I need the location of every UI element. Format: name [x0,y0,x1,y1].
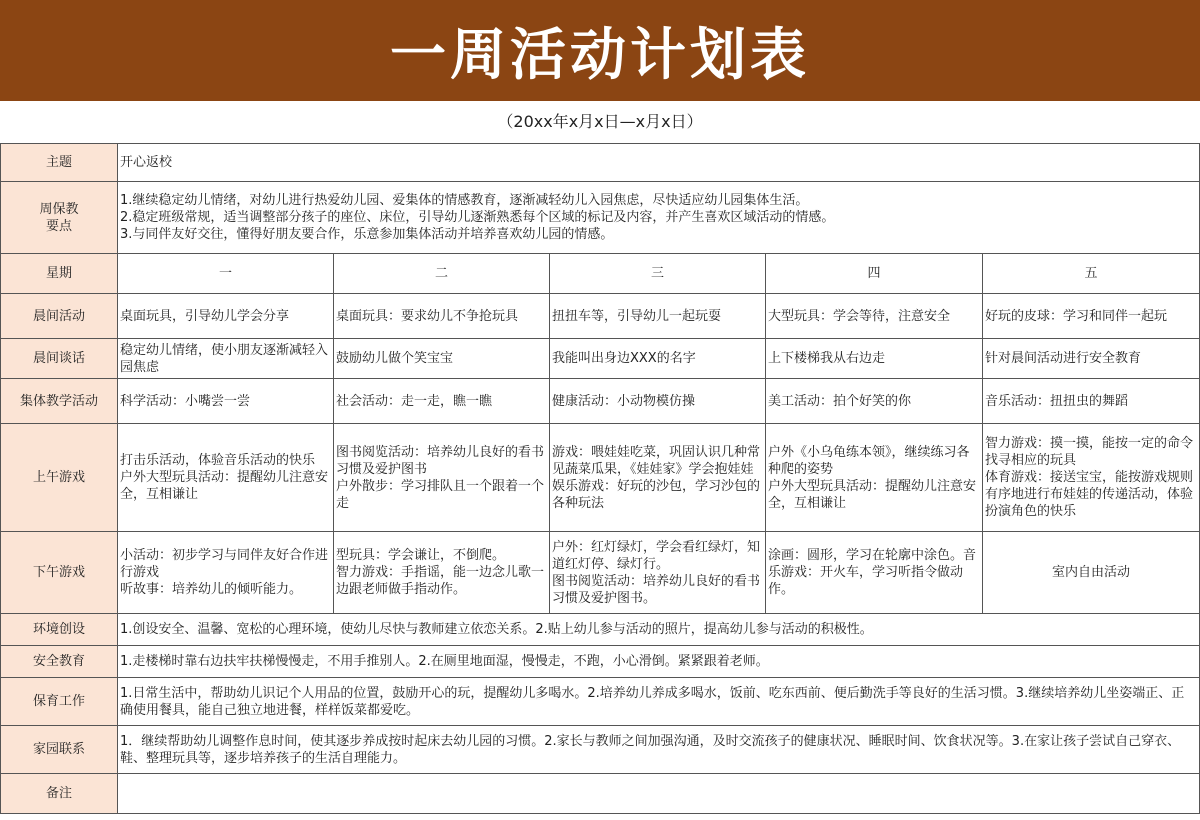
schedule-cell [983,424,1200,532]
schedule-cell [550,424,766,532]
afternoon-games-row [1,532,1200,614]
schedule-cell: 桌面玩具：要求幼儿不争抢玩具 [334,294,550,339]
family-label: 家园联系 [1,726,118,774]
group-teaching-label: 集体教学活动 [1,379,118,424]
key-points-label-line: 要点 [45,218,72,234]
key-point: 2.稳定班级常规，适当调整部分孩子的座位、床位，引导幼儿逐渐熟悉每个区域的标记及内容，并产生喜欢区域活动的情感。 [120,210,835,225]
schedule-cell: 上下楼梯我从右边走 [766,339,983,379]
schedule-cell [118,424,334,532]
weekday-fri: 五 [983,254,1200,294]
environment-label: 环境创设 [1,614,118,646]
safety-label: 安全教育 [1,646,118,678]
weekday-mon: 一 [118,254,334,294]
morning-games-label: 上午游戏 [1,424,118,532]
weekday-tue: 二 [334,254,550,294]
weekday-header-row [1,254,1200,294]
cell-line: 图书阅览活动：培养幼儿良好的看书习惯及爱护图书。 [552,573,761,606]
weekday-thu: 四 [766,254,983,294]
key-points-label [1,182,118,254]
date-range: （20xx年x月x日—x月x日） [497,112,703,131]
schedule-cell: 我能叫出身边XXX的名字 [550,339,766,379]
cell-line: 户外《小乌龟练本领》，继续练习各种爬的姿势 [768,444,970,477]
plan-table [0,143,1200,814]
key-points-row [1,182,1200,254]
schedule-cell: 科学活动：小嘴尝一尝 [118,379,334,424]
cell-line: 智力游戏：手指谣，能一边念儿歌一边跟老师做手指动作。 [336,565,545,597]
cell-line: 小活动：初步学习与同伴友好合作进行游戏 [120,548,329,580]
schedule-cell: 好玩的皮球：学习和同伴一起玩 [983,294,1200,339]
morning-talk-row [1,339,1200,379]
schedule-cell: 针对晨间活动进行安全教育 [983,339,1200,379]
weekday-label: 星期 [1,254,118,294]
group-teaching-row [1,379,1200,424]
schedule-cell [334,424,550,532]
notes-label: 备注 [1,774,118,814]
schedule-cell: 桌面玩具，引导幼儿学会分享 [118,294,334,339]
cell-line: 型玩具：学会谦让，不倒爬。 [336,548,506,563]
safety-row [1,646,1200,678]
cell-line: 图书阅览活动：培养幼儿良好的看书习惯及爱护图书 [336,444,545,477]
cell-line: 娱乐游戏：好玩的沙包，学习沙包的各种玩法 [552,478,761,511]
cell-line: 户外大型玩具活动：提醒幼儿注意安全，互相谦让 [768,478,977,511]
environment-value: 1.创设安全、温馨、宽松的心理环境，使幼儿尽快与教师建立依恋关系。2.贴上幼儿参与活动的照片，提高幼儿参与活动的积极性。 [118,614,1200,646]
schedule-cell [118,532,334,614]
key-point: 3.与同伴友好交往，懂得好朋友要合作，乐意参加集体活动并培养喜欢幼儿园的情感。 [120,227,614,242]
family-value: 1．继续帮助幼儿调整作息时间，使其逐步养成按时起床去幼儿园的习惯。2.家长与教师之间加强沟通，及时交流孩子的健康状况、睡眠时间、饮食状况等。3.在家让孩子尝试自己穿衣、鞋、整理玩具等，逐步培养孩子的生活自理能力。 [118,726,1200,774]
cell-line: 游戏：喂娃娃吃菜，巩固认识几种常见蔬菜瓜果，《娃娃家》学会抱娃娃 [552,444,761,477]
schedule-cell: 涂画：圆形，学习在轮廓中涂色。音乐游戏：开火车，学习听指令做动作。 [766,532,983,614]
morning-talk-label: 晨间谈话 [1,339,118,379]
cell-line: 听故事：培养幼儿的倾听能力。 [120,582,303,597]
key-points-value [118,182,1200,254]
schedule-cell: 美工活动：拍个好笑的你 [766,379,983,424]
schedule-cell: 音乐活动：扭扭虫的舞蹈 [983,379,1200,424]
schedule-cell: 扭扭车等，引导幼儿一起玩耍 [550,294,766,339]
morning-activity-label: 晨间活动 [1,294,118,339]
cell-line: 体育游戏：接送宝宝，能按游戏规则有序地进行布娃娃的传递活动，体验扮演角色的快乐 [985,470,1194,519]
schedule-cell [334,532,550,614]
schedule-cell: 社会活动：走一走，瞧一瞧 [334,379,550,424]
cell-line: 打击乐活动，体验音乐活动的快乐 [120,453,316,468]
notes-value [118,774,1200,814]
key-point: 1.继续稳定幼儿情绪，对幼儿进行热爱幼儿园、爱集体的情感教育，逐渐减轻幼儿入园焦虑，尽快适应幼儿园集体生活。 [120,193,809,208]
care-row [1,678,1200,726]
cell-line: 智力游戏：摸一摸，能按一定的命令找寻相应的玩具 [985,436,1194,468]
safety-value: 1.走楼梯时靠右边扶牢扶梯慢慢走，不用手推别人。2.在厕里地面湿，慢慢走，不跑，小心滑倒。紧紧跟着老师。 [118,646,1200,678]
family-row [1,726,1200,774]
morning-activity-row [1,294,1200,339]
notes-row [1,774,1200,814]
afternoon-games-label: 下午游戏 [1,532,118,614]
theme-value: 开心返校 [118,144,1200,182]
cell-line: 户外：红灯绿灯，学会看红绿灯，知道红灯停、绿灯行。 [552,539,761,572]
care-label: 保育工作 [1,678,118,726]
title-banner [0,0,1200,101]
morning-games-row [1,424,1200,532]
page-title: 一周活动计划表 [390,22,810,88]
schedule-cell: 稳定幼儿情绪，使小朋友逐渐减轻入园焦虑 [118,339,334,379]
theme-row [1,144,1200,182]
theme-label: 主题 [1,144,118,182]
schedule-cell: 大型玩具：学会等待，注意安全 [766,294,983,339]
schedule-cell: 室内自由活动 [983,532,1200,614]
weekday-wed: 三 [550,254,766,294]
schedule-cell: 健康活动：小动物模仿操 [550,379,766,424]
cell-line: 户外散步：学习排队且一个跟着一个走 [336,478,545,511]
schedule-cell: 鼓励幼儿做个笑宝宝 [334,339,550,379]
schedule-cell [766,424,983,532]
care-value: 1.日常生活中，帮助幼儿识记个人用品的位置，鼓励开心的玩，提醒幼儿多喝水。2.培养幼儿养成多喝水，饭前、吃东西前、便后勤洗手等良好的生活习惯。3.继续培养幼儿坐姿端正、正确使用餐具，能自己独立地进餐，样样饭菜都爱吃。 [118,678,1200,726]
environment-row [1,614,1200,646]
key-points-label-line: 周保教 [39,201,79,217]
cell-line: 户外大型玩具活动：提醒幼儿注意安全，互相谦让 [120,470,329,502]
schedule-cell [550,532,766,614]
